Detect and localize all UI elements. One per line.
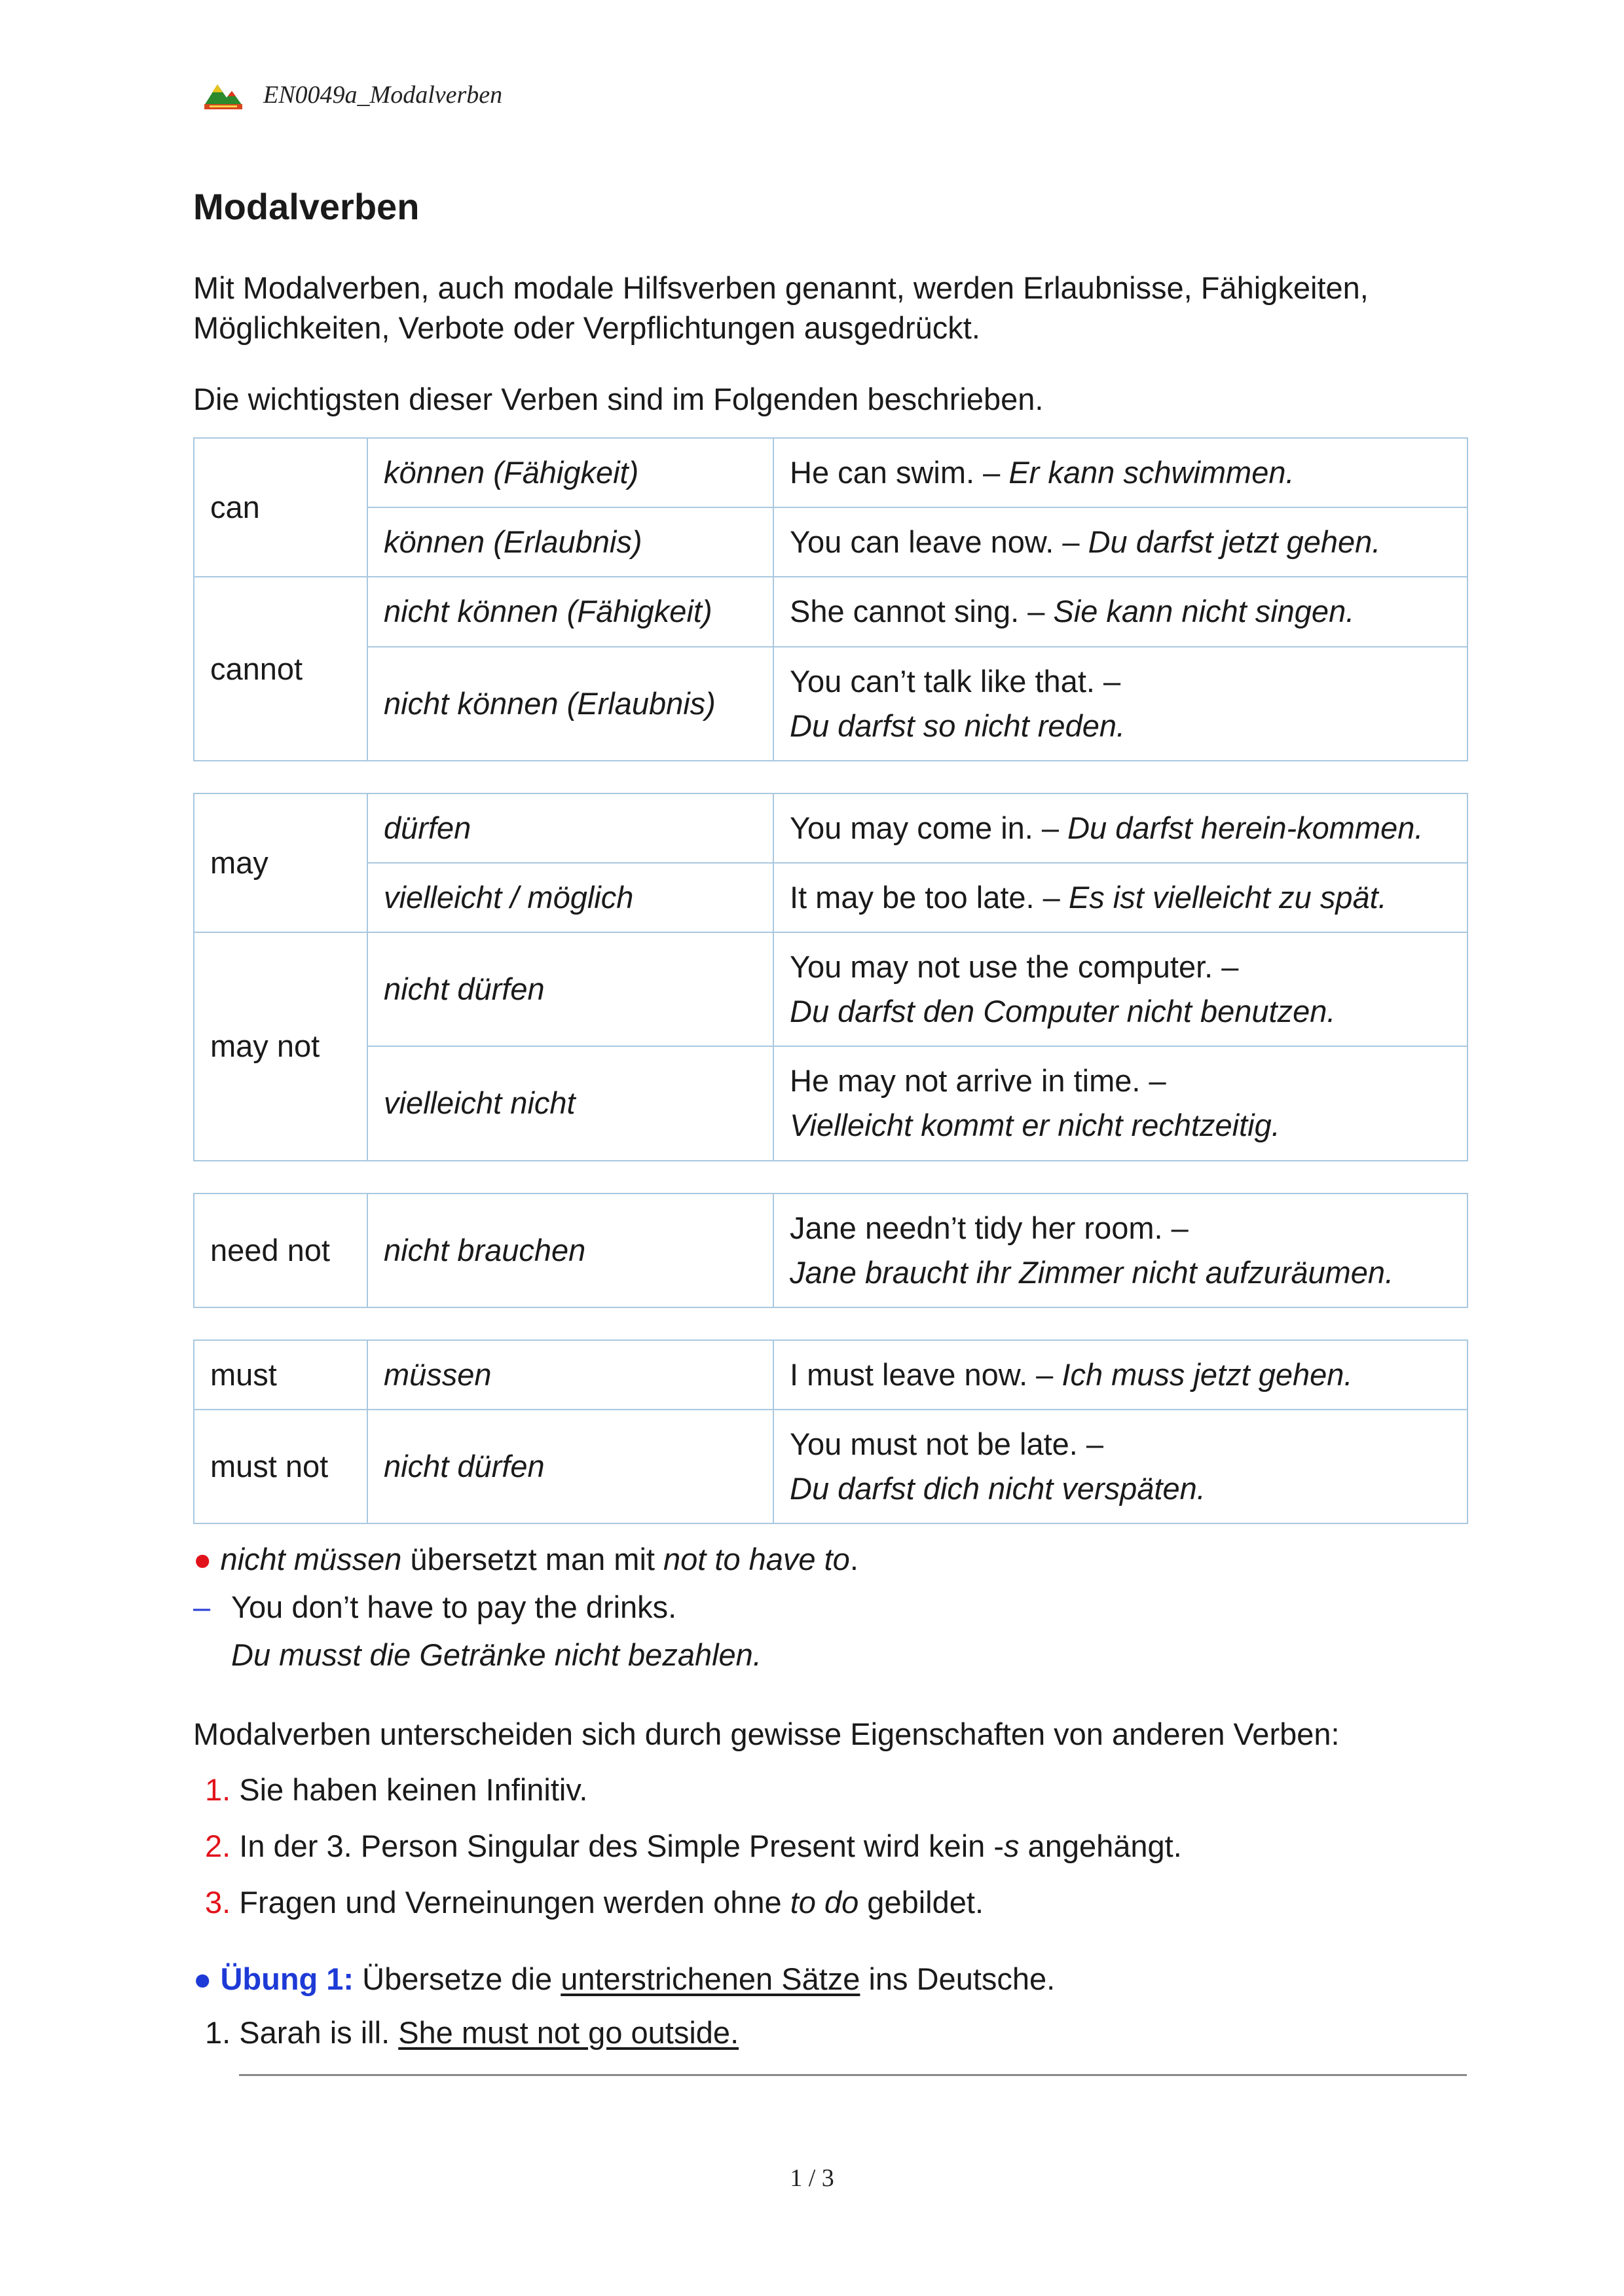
page-content [193,183,1467,2060]
example-de: Es ist vielleicht zu spät. [1068,879,1387,915]
meaning-cell: vielleicht nicht [367,1046,773,1160]
example-en: You may come in. – [790,810,1068,845]
note-example-de [193,1631,1467,1679]
example-en: You can’t talk like that. – [790,663,1121,699]
exercise-underlined: unterstrichenen Sätze [561,1961,860,1997]
lead-paragraph: Die wichtigsten dieser Verben sind im Folgenden beschrieben. [193,381,1044,416]
list-number: 1. [205,1772,231,1808]
exercise-pre: Übersetze die [354,1961,561,1997]
list-text-post: gebildet. [858,1884,984,1920]
example-de: Er kann schwimmen. [1008,455,1295,490]
page-header [203,75,502,115]
properties-list [193,1762,1467,1930]
verb-cell: cannot [194,577,367,760]
example-de: Vielleicht kommt er nicht rechtzeitig. [790,1108,1280,1143]
page-number: 1 / 3 [790,2164,834,2192]
verb-cell: may not [194,932,367,1161]
example-en: You can leave now. – [790,524,1088,560]
example-en: You must not be late. – [790,1427,1104,1462]
meaning-cell: können (Erlaubnis) [367,507,773,577]
example-de: Du darfst dich nicht verspäten. [790,1471,1206,1506]
table-must-mustnot [193,1339,1468,1524]
table-row [194,507,1467,577]
list-text-pre: In der 3. Person Singular des Simple Present wird kein - [239,1828,1004,1863]
example-cell [773,438,1467,507]
page-title: Modalverben [193,186,420,227]
example-de: Du musst die Getränke nicht bezahlen. [231,1637,762,1673]
exercise-label: Übung 1: [220,1961,354,1997]
exercise-section [193,1952,1467,2060]
example-de: Du darfst den Computer nicht benutzen. [790,994,1336,1029]
meaning-cell: müssen [367,1340,773,1410]
table-row [194,932,1467,1046]
table-may-maynot [193,793,1468,1161]
example-cell [773,507,1467,577]
note-term: nicht müssen [220,1542,402,1577]
list-text-em: s [1004,1828,1020,1863]
table-row [194,1194,1467,1307]
document-id: EN0049a_Modalverben [263,81,503,109]
exercise-item-text: Sarah is ill. [231,2015,399,2050]
blue-bullet-icon: ● [193,1961,212,1997]
note-mid: übersetzt man mit [401,1542,663,1577]
list-text-pre: Fragen und Verneinungen werden ohne [239,1884,790,1920]
meaning-cell: nicht brauchen [367,1194,773,1307]
list-item [205,1818,1467,1874]
verb-cell: may [194,793,367,932]
example-cell [773,1194,1467,1307]
example-cell [773,1410,1467,1523]
table-row [194,1046,1467,1160]
example-en: He can swim. – [790,455,1009,490]
red-bullet-icon: ● [193,1542,212,1577]
example-de: Ich muss jetzt gehen. [1061,1357,1353,1392]
meaning-cell: können (Fähigkeit) [367,438,773,507]
table-can-cannot [193,437,1468,761]
exercise-post: ins Deutsche. [860,1961,1056,1997]
note-block [193,1536,1467,1679]
example-en: He may not arrive in time. – [790,1063,1166,1099]
example-de: Du darfst herein-kommen. [1067,810,1424,845]
dash-icon: – [193,1590,211,1625]
meaning-cell: nicht können (Fähigkeit) [367,577,773,646]
example-cell [773,793,1467,863]
example-cell [773,577,1467,646]
table-row [194,793,1467,863]
example-de: Jane braucht ihr Zimmer nicht aufzuräumen. [790,1254,1394,1290]
intro-paragraph: Mit Modalverben, auch modale Hilfsverben genannt, werden Erlaubnisse, Fähigkeiten, Möglichkeiten, Verbote oder Verpflichtungen ausgedrückt. [193,270,1369,345]
table-row [194,1410,1467,1523]
verb-cell: must [194,1340,367,1410]
answer-line-field[interactable] [239,2074,1467,2076]
note-translation: not to have to [663,1542,850,1577]
meaning-cell: nicht dürfen [367,1410,773,1523]
example-en: You don’t have to pay the drinks. [231,1590,677,1625]
table-row [194,1340,1467,1410]
list-number: 3. [205,1884,231,1920]
example-de: Du darfst jetzt gehen. [1088,524,1381,560]
meaning-cell: vielleicht / möglich [367,863,773,932]
example-en: Jane needn’t tidy her room. – [790,1210,1189,1245]
exercise-item-number: 1. [205,2015,231,2050]
note-line [193,1536,1467,1584]
example-en: She cannot sing. – [790,594,1054,629]
example-cell [773,932,1467,1046]
mountain-logo-icon [203,79,244,111]
list-item [205,1762,1467,1818]
exercise-item [193,2006,1467,2060]
verb-cell: need not [194,1194,367,1307]
verb-cell: can [194,438,367,577]
example-de: Du darfst so nicht reden. [790,708,1126,743]
properties-section [193,1707,1467,1930]
example-cell [773,1046,1467,1160]
table-need-not [193,1193,1468,1308]
table-row [194,863,1467,932]
table-row [194,647,1467,761]
example-cell [773,863,1467,932]
table-row [194,438,1467,507]
meaning-cell: nicht können (Erlaubnis) [367,647,773,761]
example-en: You may not use the computer. – [790,949,1239,985]
example-en: I must leave now. – [790,1357,1062,1392]
note-end: . [849,1542,858,1577]
list-number: 2. [205,1828,231,1863]
example-cell [773,647,1467,761]
note-example-en [193,1584,1467,1631]
verb-cell: must not [194,1410,367,1523]
meaning-cell: nicht dürfen [367,932,773,1046]
list-text-em: to do [790,1884,859,1920]
example-en: It may be too late. – [790,879,1069,915]
list-text: Sie haben keinen Infinitiv. [239,1772,588,1808]
list-text-post: angehängt. [1019,1828,1182,1863]
properties-intro: Modalverben unterscheiden sich durch gewisse Eigenschaften von anderen Verben: [193,1716,1340,1751]
list-item [205,1874,1467,1931]
exercise-instruction [193,1952,1467,2006]
example-de: Sie kann nicht singen. [1053,594,1355,629]
exercise-item-underlined: She must not go outside. [398,2015,739,2050]
meaning-cell: dürfen [367,793,773,863]
example-cell [773,1340,1467,1410]
table-row [194,577,1467,646]
